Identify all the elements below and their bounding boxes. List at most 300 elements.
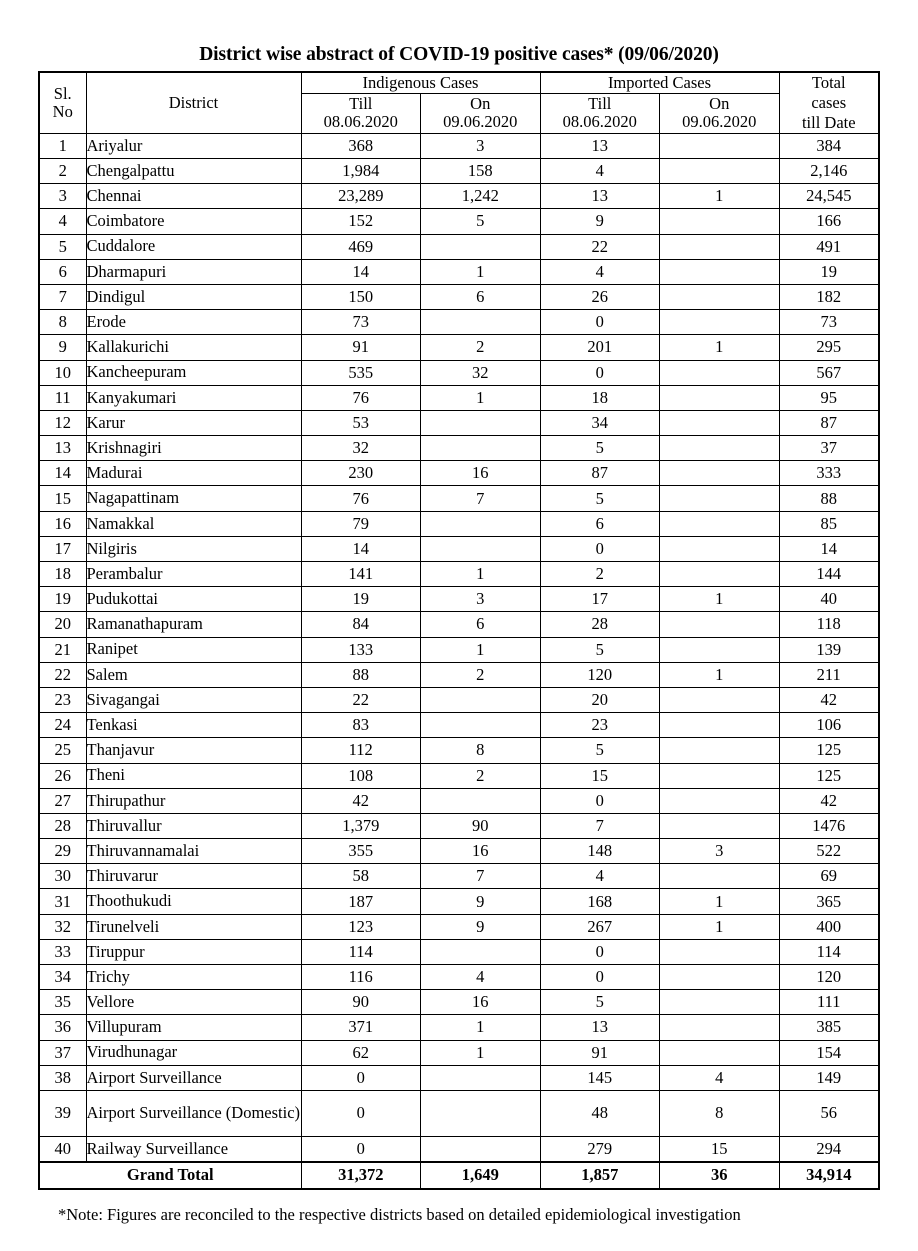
cell-indigenous-on: 2	[421, 335, 541, 360]
cell-indigenous-till: 91	[301, 335, 421, 360]
cell-indigenous-on: 1	[421, 637, 541, 662]
cell-imported-till: 0	[540, 536, 660, 561]
cell-imported-till: 34	[540, 410, 660, 435]
table-row	[39, 436, 879, 461]
cell-sl-no: 8	[39, 310, 86, 335]
cell-total-cases: 106	[779, 713, 879, 738]
cell-indigenous-on: 32	[421, 360, 541, 385]
cell-district: Railway Surveillance	[86, 1136, 301, 1161]
cell-imported-till: 0	[540, 360, 660, 385]
cell-imported-till: 6	[540, 511, 660, 536]
cell-indigenous-till: 58	[301, 864, 421, 889]
table-row	[39, 1015, 879, 1040]
cell-imported-on	[660, 360, 780, 385]
cell-district: Ramanathapuram	[86, 612, 301, 637]
cell-indigenous-till: 23,289	[301, 184, 421, 209]
cell-indigenous-on: 1	[421, 1040, 541, 1065]
cell-sl-no: 3	[39, 184, 86, 209]
table-row	[39, 1090, 879, 1136]
cell-indigenous-till: 42	[301, 788, 421, 813]
cell-imported-till: 5	[540, 990, 660, 1015]
cell-imported-till: 15	[540, 763, 660, 788]
cell-imported-till: 5	[540, 637, 660, 662]
cell-imported-till: 148	[540, 839, 660, 864]
table-row	[39, 889, 879, 914]
cell-imported-till: 22	[540, 234, 660, 259]
indigenous-group-label: Indigenous Cases	[362, 72, 479, 92]
cell-total-cases: 111	[779, 990, 879, 1015]
cell-indigenous-on	[421, 1090, 541, 1136]
cell-imported-on	[660, 965, 780, 990]
covid-district-table	[38, 71, 880, 1189]
cell-district: Namakkal	[86, 511, 301, 536]
cell-indigenous-on: 90	[421, 813, 541, 838]
table-row	[39, 1040, 879, 1065]
cell-district: Chennai	[86, 184, 301, 209]
cell-indigenous-till: 88	[301, 662, 421, 687]
cell-imported-on	[660, 939, 780, 964]
cell-district: Krishnagiri	[86, 436, 301, 461]
cell-imported-till: 201	[540, 335, 660, 360]
cell-imported-on	[660, 788, 780, 813]
cell-sl-no: 12	[39, 410, 86, 435]
cell-indigenous-till: 133	[301, 637, 421, 662]
cell-total-cases: 144	[779, 562, 879, 587]
column-header-imported-on	[660, 94, 780, 134]
cell-district: Villupuram	[86, 1015, 301, 1040]
cell-sl-no: 15	[39, 486, 86, 511]
table-row	[39, 662, 879, 687]
cell-sl-no: 36	[39, 1015, 86, 1040]
cell-district: Theni	[86, 763, 301, 788]
table-row	[39, 965, 879, 990]
cell-imported-till: 9	[540, 209, 660, 234]
cell-indigenous-till: 84	[301, 612, 421, 637]
cell-indigenous-on: 2	[421, 763, 541, 788]
cell-district: Airport Surveillance	[86, 1065, 301, 1090]
cell-indigenous-till: 355	[301, 839, 421, 864]
cell-indigenous-on	[421, 436, 541, 461]
cell-imported-till: 145	[540, 1065, 660, 1090]
cell-indigenous-on: 9	[421, 889, 541, 914]
cell-total-cases: 139	[779, 637, 879, 662]
cell-indigenous-till: 150	[301, 284, 421, 309]
cell-sl-no: 19	[39, 587, 86, 612]
table-row	[39, 813, 879, 838]
table-row	[39, 209, 879, 234]
cell-indigenous-till: 114	[301, 939, 421, 964]
cell-sl-no: 23	[39, 687, 86, 712]
indigenous-till-label: Till	[349, 94, 373, 114]
cell-imported-till: 91	[540, 1040, 660, 1065]
cell-imported-on	[660, 436, 780, 461]
cell-imported-till: 4	[540, 259, 660, 284]
cell-district: Thoothukudi	[86, 889, 301, 914]
grand-total-indigenous-till: 31,372	[301, 1162, 421, 1189]
cell-indigenous-till: 141	[301, 562, 421, 587]
table-row	[39, 687, 879, 712]
cell-imported-on	[660, 511, 780, 536]
imported-till-date: 08.06.2020	[562, 112, 637, 132]
cell-indigenous-on: 3	[421, 587, 541, 612]
cell-imported-till: 7	[540, 813, 660, 838]
table-row	[39, 738, 879, 763]
table-row	[39, 511, 879, 536]
cell-indigenous-on: 1	[421, 1015, 541, 1040]
cell-district: Nilgiris	[86, 536, 301, 561]
cell-indigenous-on: 8	[421, 738, 541, 763]
cell-imported-on	[660, 687, 780, 712]
grand-total-total-cases: 34,914	[779, 1162, 879, 1189]
cell-total-cases: 19	[779, 259, 879, 284]
cell-total-cases: 125	[779, 763, 879, 788]
cell-imported-on: 1	[660, 889, 780, 914]
cell-total-cases: 56	[779, 1090, 879, 1136]
cell-imported-till: 4	[540, 864, 660, 889]
cell-imported-till: 13	[540, 1015, 660, 1040]
cell-imported-on: 1	[660, 587, 780, 612]
cell-imported-on	[660, 410, 780, 435]
cell-total-cases: 95	[779, 385, 879, 410]
cell-district: Chengalpattu	[86, 159, 301, 184]
cell-indigenous-till: 76	[301, 385, 421, 410]
imported-on-date: 09.06.2020	[682, 112, 757, 132]
cell-total-cases: 365	[779, 889, 879, 914]
cell-district: Thiruvallur	[86, 813, 301, 838]
cell-imported-on: 1	[660, 662, 780, 687]
cell-sl-no: 39	[39, 1090, 86, 1136]
cell-indigenous-on	[421, 310, 541, 335]
cell-sl-no: 27	[39, 788, 86, 813]
column-header-district: District	[86, 72, 301, 133]
cell-total-cases: 491	[779, 234, 879, 259]
table-row	[39, 713, 879, 738]
table-row	[39, 335, 879, 360]
column-header-sl-no	[39, 72, 86, 133]
cell-imported-till: 28	[540, 612, 660, 637]
cell-imported-till: 18	[540, 385, 660, 410]
cell-imported-till: 0	[540, 965, 660, 990]
cell-imported-till: 48	[540, 1090, 660, 1136]
cell-district: Thanjavur	[86, 738, 301, 763]
table-row	[39, 587, 879, 612]
cell-imported-till: 2	[540, 562, 660, 587]
cell-indigenous-on: 2	[421, 662, 541, 687]
cell-imported-till: 26	[540, 284, 660, 309]
sl-no-line-1: Sl.	[53, 84, 72, 104]
cell-imported-on	[660, 763, 780, 788]
cell-indigenous-till: 152	[301, 209, 421, 234]
cell-sl-no: 11	[39, 385, 86, 410]
cell-total-cases: 294	[779, 1136, 879, 1161]
table-row	[39, 637, 879, 662]
cell-imported-till: 0	[540, 939, 660, 964]
cell-indigenous-on	[421, 536, 541, 561]
indigenous-till-date: 08.06.2020	[323, 112, 398, 132]
cell-sl-no: 25	[39, 738, 86, 763]
grand-total-imported-till: 1,857	[540, 1162, 660, 1189]
cell-imported-till: 5	[540, 738, 660, 763]
cell-total-cases: 2,146	[779, 159, 879, 184]
cell-district: Thirupathur	[86, 788, 301, 813]
cell-district: Sivagangai	[86, 687, 301, 712]
cell-indigenous-on	[421, 410, 541, 435]
cell-total-cases: 385	[779, 1015, 879, 1040]
cell-sl-no: 22	[39, 662, 86, 687]
cell-district: Nagapattinam	[86, 486, 301, 511]
cell-district: Vellore	[86, 990, 301, 1015]
cell-indigenous-till: 535	[301, 360, 421, 385]
cell-total-cases: 333	[779, 461, 879, 486]
cell-district: Perambalur	[86, 562, 301, 587]
cell-sl-no: 40	[39, 1136, 86, 1161]
cell-district: Kancheepuram	[86, 360, 301, 385]
cell-imported-on	[660, 159, 780, 184]
cell-imported-on: 1	[660, 914, 780, 939]
column-group-header-imported	[540, 72, 779, 93]
cell-indigenous-till: 123	[301, 914, 421, 939]
cell-total-cases: 88	[779, 486, 879, 511]
cell-sl-no: 17	[39, 536, 86, 561]
cell-indigenous-till: 76	[301, 486, 421, 511]
cell-imported-on: 1	[660, 184, 780, 209]
cell-district: Trichy	[86, 965, 301, 990]
cell-imported-on: 1	[660, 335, 780, 360]
cell-district: Ranipet	[86, 637, 301, 662]
table-row	[39, 939, 879, 964]
cell-indigenous-on	[421, 234, 541, 259]
cell-district: Tirunelveli	[86, 914, 301, 939]
cell-indigenous-till: 1,984	[301, 159, 421, 184]
footnote-note: *Note: Figures are reconciled to the respective districts based on detailed epidemiological investigation	[58, 1204, 741, 1224]
cell-total-cases: 182	[779, 284, 879, 309]
cell-indigenous-till: 371	[301, 1015, 421, 1040]
cell-indigenous-on: 6	[421, 284, 541, 309]
cell-district: Kallakurichi	[86, 335, 301, 360]
table-row	[39, 385, 879, 410]
cell-sl-no: 29	[39, 839, 86, 864]
cell-sl-no: 10	[39, 360, 86, 385]
cell-imported-on	[660, 713, 780, 738]
cell-indigenous-on: 6	[421, 612, 541, 637]
table-row	[39, 536, 879, 561]
cell-district: Kanyakumari	[86, 385, 301, 410]
cell-district: Dindigul	[86, 284, 301, 309]
cell-total-cases: 522	[779, 839, 879, 864]
table-row	[39, 1065, 879, 1090]
table-row	[39, 310, 879, 335]
header-row-top	[39, 72, 879, 93]
cell-imported-till: 20	[540, 687, 660, 712]
cell-indigenous-on: 5	[421, 209, 541, 234]
cell-district: Salem	[86, 662, 301, 687]
cell-indigenous-on: 1,242	[421, 184, 541, 209]
cell-indigenous-till: 230	[301, 461, 421, 486]
cell-sl-no: 14	[39, 461, 86, 486]
cell-sl-no: 30	[39, 864, 86, 889]
cell-sl-no: 4	[39, 209, 86, 234]
cell-sl-no: 26	[39, 763, 86, 788]
cell-sl-no: 5	[39, 234, 86, 259]
cell-indigenous-till: 22	[301, 687, 421, 712]
cell-indigenous-till: 79	[301, 511, 421, 536]
cell-indigenous-till: 112	[301, 738, 421, 763]
cell-indigenous-on: 16	[421, 461, 541, 486]
cell-indigenous-on	[421, 511, 541, 536]
cell-sl-no: 9	[39, 335, 86, 360]
total-line-1: Total	[811, 73, 846, 93]
cell-indigenous-till: 108	[301, 763, 421, 788]
cell-total-cases: 400	[779, 914, 879, 939]
cell-indigenous-on	[421, 1136, 541, 1161]
cell-district: Airport Surveillance (Domestic)	[86, 1090, 301, 1136]
cell-imported-on	[660, 637, 780, 662]
indigenous-on-label: On	[470, 94, 491, 114]
cell-district: Madurai	[86, 461, 301, 486]
cell-indigenous-on: 3	[421, 133, 541, 158]
cell-sl-no: 33	[39, 939, 86, 964]
cell-sl-no: 1	[39, 133, 86, 158]
cell-sl-no: 7	[39, 284, 86, 309]
cell-imported-till: 168	[540, 889, 660, 914]
cell-total-cases: 69	[779, 864, 879, 889]
cell-indigenous-till: 1,379	[301, 813, 421, 838]
table-row	[39, 159, 879, 184]
cell-indigenous-till: 469	[301, 234, 421, 259]
cell-indigenous-till: 14	[301, 259, 421, 284]
table-row	[39, 486, 879, 511]
cell-district: Erode	[86, 310, 301, 335]
cell-imported-till: 17	[540, 587, 660, 612]
cell-district: Pudukottai	[86, 587, 301, 612]
cell-indigenous-till: 90	[301, 990, 421, 1015]
cell-indigenous-till: 73	[301, 310, 421, 335]
cell-indigenous-on	[421, 788, 541, 813]
cell-district: Thiruvarur	[86, 864, 301, 889]
table-row	[39, 133, 879, 158]
cell-sl-no: 20	[39, 612, 86, 637]
cell-sl-no: 28	[39, 813, 86, 838]
cell-indigenous-on	[421, 939, 541, 964]
cell-district: Dharmapuri	[86, 259, 301, 284]
cell-imported-till: 5	[540, 436, 660, 461]
cell-imported-till: 279	[540, 1136, 660, 1161]
table-row	[39, 410, 879, 435]
cell-indigenous-on: 9	[421, 914, 541, 939]
cell-indigenous-on: 158	[421, 159, 541, 184]
cell-indigenous-till: 368	[301, 133, 421, 158]
table-row	[39, 259, 879, 284]
imported-till-label: Till	[588, 94, 612, 114]
cell-imported-on	[660, 813, 780, 838]
table-row	[39, 461, 879, 486]
cell-indigenous-on: 7	[421, 864, 541, 889]
table-header	[39, 72, 879, 133]
cell-indigenous-on: 1	[421, 385, 541, 410]
cell-district: Cuddalore	[86, 234, 301, 259]
cell-imported-on	[660, 738, 780, 763]
cell-district: Coimbatore	[86, 209, 301, 234]
cell-imported-on: 4	[660, 1065, 780, 1090]
cell-indigenous-on: 4	[421, 965, 541, 990]
cell-indigenous-on: 16	[421, 990, 541, 1015]
cell-sl-no: 6	[39, 259, 86, 284]
table-container	[0, 71, 918, 1189]
cell-sl-no: 16	[39, 511, 86, 536]
cell-imported-till: 13	[540, 133, 660, 158]
cell-indigenous-on	[421, 1065, 541, 1090]
cell-sl-no: 37	[39, 1040, 86, 1065]
cell-total-cases: 149	[779, 1065, 879, 1090]
cell-imported-on	[660, 990, 780, 1015]
cell-indigenous-till: 53	[301, 410, 421, 435]
cell-indigenous-till: 14	[301, 536, 421, 561]
cell-total-cases: 73	[779, 310, 879, 335]
cell-total-cases: 1476	[779, 813, 879, 838]
cell-indigenous-till: 0	[301, 1090, 421, 1136]
cell-imported-till: 120	[540, 662, 660, 687]
cell-district: Ariyalur	[86, 133, 301, 158]
grand-total-row	[39, 1162, 879, 1189]
table-row	[39, 1136, 879, 1161]
cell-indigenous-on: 1	[421, 562, 541, 587]
column-group-header-indigenous	[301, 72, 540, 93]
grand-total-imported-on: 36	[660, 1162, 780, 1189]
sl-no-line-2: No	[52, 102, 73, 122]
cell-imported-on	[660, 536, 780, 561]
cell-total-cases: 384	[779, 133, 879, 158]
cell-imported-till: 23	[540, 713, 660, 738]
cell-imported-on	[660, 310, 780, 335]
column-header-indigenous-on	[421, 94, 541, 134]
cell-district: Karur	[86, 410, 301, 435]
cell-imported-till: 5	[540, 486, 660, 511]
table-row	[39, 234, 879, 259]
table-row	[39, 990, 879, 1015]
cell-imported-on	[660, 259, 780, 284]
cell-total-cases: 154	[779, 1040, 879, 1065]
cell-sl-no: 34	[39, 965, 86, 990]
cell-total-cases: 211	[779, 662, 879, 687]
cell-total-cases: 295	[779, 335, 879, 360]
imported-group-label: Imported Cases	[607, 72, 712, 92]
cell-indigenous-on: 16	[421, 839, 541, 864]
cell-total-cases: 24,545	[779, 184, 879, 209]
cell-imported-on	[660, 562, 780, 587]
column-header-imported-till	[540, 94, 660, 134]
cell-indigenous-till: 0	[301, 1136, 421, 1161]
cell-district: Tiruppur	[86, 939, 301, 964]
cell-imported-on	[660, 486, 780, 511]
cell-total-cases: 120	[779, 965, 879, 990]
cell-imported-till: 0	[540, 310, 660, 335]
cell-imported-on	[660, 385, 780, 410]
cell-sl-no: 38	[39, 1065, 86, 1090]
cell-total-cases: 42	[779, 687, 879, 712]
cell-imported-on	[660, 1040, 780, 1065]
cell-total-cases: 42	[779, 788, 879, 813]
cell-district: Tenkasi	[86, 713, 301, 738]
cell-sl-no: 13	[39, 436, 86, 461]
table-row	[39, 284, 879, 309]
cell-imported-till: 267	[540, 914, 660, 939]
cell-indigenous-till: 187	[301, 889, 421, 914]
cell-sl-no: 32	[39, 914, 86, 939]
column-header-total-cases	[779, 72, 879, 133]
cell-indigenous-on: 1	[421, 259, 541, 284]
cell-indigenous-on	[421, 713, 541, 738]
table-row	[39, 184, 879, 209]
